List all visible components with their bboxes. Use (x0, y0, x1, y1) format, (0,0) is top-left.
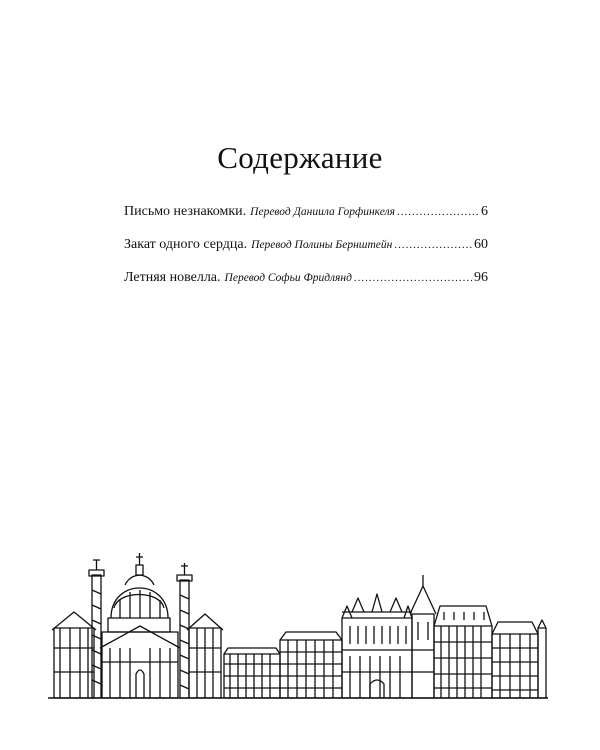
dome (108, 553, 170, 632)
toc-entry-translator: Перевод Софьи Фридлянд (224, 272, 352, 284)
toc-entry-title: Закат одного сердца. (124, 237, 248, 252)
toc-entry[interactable] (124, 237, 488, 270)
right-buildings (492, 620, 546, 698)
toc-entry-page: 6 (481, 204, 488, 219)
page-title: Содержание (217, 140, 383, 175)
toc-entry[interactable] (124, 204, 488, 237)
toc-entry-translator: Перевод Даниила Горфинкеля (250, 206, 395, 218)
toc-entry[interactable] (124, 270, 488, 303)
mansard-building (434, 606, 492, 698)
toc-entry-page: 96 (474, 270, 488, 285)
toc-entry-translator: Перевод Полины Бернштейн (251, 239, 393, 251)
city-skyline-illustration (0, 548, 600, 750)
right-portico (187, 614, 223, 698)
toc-entry-title: Письмо незнакомки. (124, 204, 247, 219)
row-houses (224, 632, 342, 698)
toc-entry-title: Летняя новелла. (124, 270, 221, 285)
table-of-contents (124, 204, 488, 303)
toc-leader-dots (394, 239, 472, 251)
right-column (177, 563, 192, 698)
church-body (100, 626, 180, 698)
toc-leader-dots (397, 206, 479, 218)
gothic-hall (342, 594, 412, 698)
left-portico (52, 612, 96, 698)
toc-leader-dots (354, 272, 472, 284)
tower (410, 575, 436, 698)
toc-entry-page: 60 (474, 237, 488, 252)
